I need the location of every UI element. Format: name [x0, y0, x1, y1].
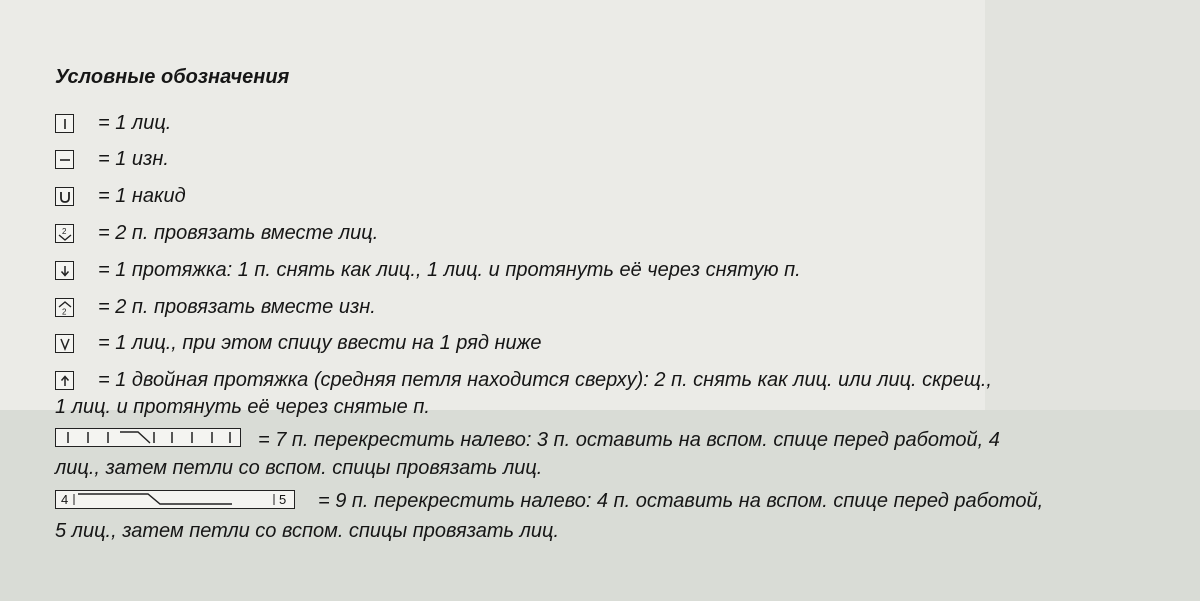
arrow-up-icon: [55, 371, 74, 390]
cable-label-right: 5: [279, 492, 287, 507]
svg-text:2: 2: [61, 226, 66, 236]
u-shape-icon: [55, 187, 74, 206]
vertical-bar-icon: [55, 114, 74, 133]
cable-7-icon: [55, 428, 241, 447]
horizontal-bar-icon: [55, 150, 74, 169]
svg-text:2: 2: [61, 307, 66, 316]
cable-label-left: 4: [61, 492, 69, 507]
legend-row-yarn-over: [55, 185, 186, 208]
v-shape-icon: [55, 334, 74, 353]
legend-text-continuation: 5 лиц., затем петли со вспом. спицы провязать лиц.: [55, 520, 560, 542]
legend-row-knit-below: [55, 332, 542, 355]
legend-row-ssk: [55, 259, 801, 282]
legend-text-continuation: лиц., затем петли со вспом. спицы провязать лиц.: [55, 457, 543, 479]
legend-text: = 1 накид: [98, 185, 186, 207]
legend-text: = 1 двойная протяжка (средняя петля находится сверху): 2 п. снять как лиц. или лиц. скрещ.,: [98, 369, 992, 391]
legend-row-k2tog: [55, 222, 378, 245]
legend-text: = 1 протяжка: 1 п. снять как лиц., 1 лиц. и протянуть её через снятую п.: [98, 259, 801, 281]
legend-text: = 2 п. провязать вместе изн.: [98, 296, 376, 318]
legend-title: Условные обозначения: [55, 66, 290, 88]
legend-row-knit: [55, 112, 171, 135]
legend-text: = 2 п. провязать вместе лиц.: [98, 222, 379, 244]
legend-row-purl: [55, 148, 169, 171]
legend-text-continuation: 1 лиц. и протянуть её через снятые п.: [55, 396, 430, 418]
right-column-background: [985, 0, 1200, 410]
legend-row-p2tog: [55, 296, 376, 319]
legend-text: = 1 изн.: [98, 148, 169, 170]
decrease-up-2-icon: [55, 298, 74, 317]
arrow-down-icon: [55, 261, 74, 280]
decrease-right-2-icon: [55, 224, 74, 243]
legend-row-double-ssk: [55, 369, 992, 392]
legend-text: = 1 лиц.: [98, 112, 172, 134]
legend-text: = 9 п. перекрестить налево: 4 п. оставить на вспом. спице перед работой,: [318, 490, 1044, 512]
legend-text: = 7 п. перекрестить налево: 3 п. оставить на вспом. спице перед работой, 4: [258, 429, 1000, 451]
cable-9-icon: [55, 490, 295, 509]
legend-text: = 1 лиц., при этом спицу ввести на 1 ряд ниже: [98, 332, 542, 354]
